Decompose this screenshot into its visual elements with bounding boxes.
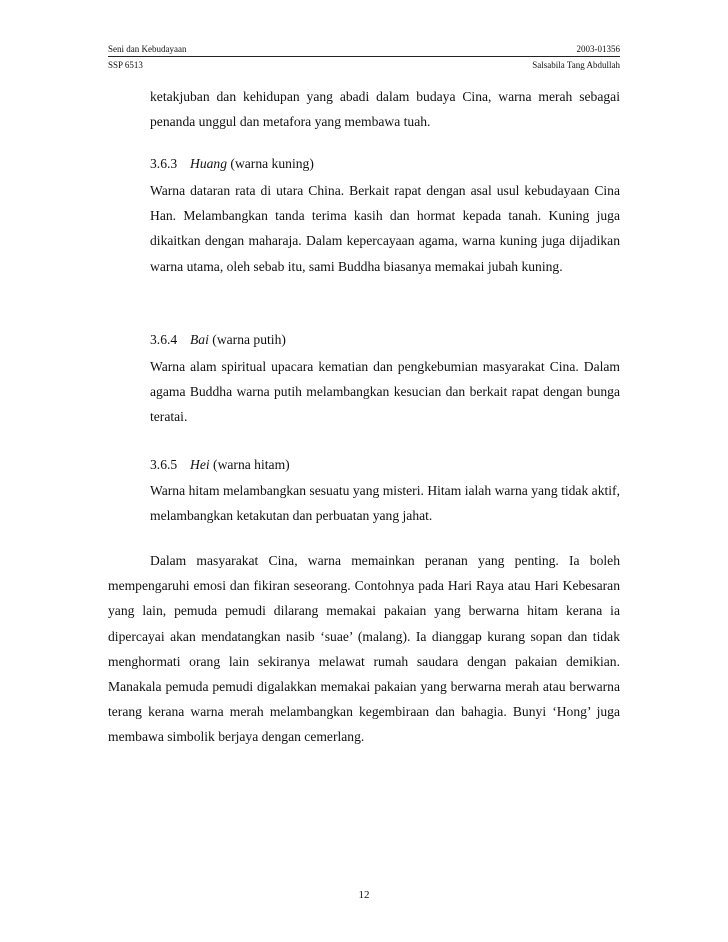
header-divider [108,56,620,57]
running-header-bottom [108,60,620,71]
intro-paragraph: ketakjuban dan kehidupan yang abadi dalam budaya Cina, warna merah sebagai penanda unggul dan metafora yang membawa tuah. [150,89,620,130]
section-paragraph-hei: Warna hitam melambangkan sesuatu yang misteri. Hitam ialah warna yang tidak aktif, melambangkan ketakutan dan perbuatan yang jahat. [150,483,620,524]
section-number: 3.6.5 [150,457,178,472]
section-number: 3.6.4 [150,332,178,347]
header-author-name: Salsabila Tang Abdullah [532,60,620,70]
section-paragraph-huang: Warna dataran rata di utara China. Berkait rapat dengan asal usul kebudayaan Cina Han. Melambangkan tanda terima kasih dan hormat kepada tanah. Kuning juga dikaitkan dengan maharaja. Dalam kepercayaan agama, warna kuning juga dijadikan warna utama, oleh sebab itu, sami Buddha biasanya memakai jubah kuning. [150,183,620,274]
section-paragraph-bai: Warna alam spiritual upacara kematian dan pengkebumian masyarakat Cina. Dalam agama Buddha warna putih melambangkan kesucian dan berkait rapat dengan bunga teratai. [150,359,620,425]
section-gloss: (warna kuning) [230,156,314,171]
closing-paragraph: Dalam masyarakat Cina, warna memainkan peranan yang penting. Ia boleh mempengaruhi emosi dan fikiran seseorang. Contohnya pada Hari Raya atau Hari Kebesaran yang lain, pemuda pemudi dilarang memakai pakaian yang berwarna hitam kerana ia dipercayai akan mendatangkan nasib ‘suae’ (malang). Ia dianggap kurang sopan dan tidak menghormati orang lain sekiranya melawat rumah saudara dengan pakaian demikian. Manakala pemuda pemudi digalakkan memakai pakaian yang berwarna merah atau berwarna terang kerana warna merah melambangkan kegembiraan dan bahagia. Bunyi ‘Hong’ juga membawa simbolik berjaya dengan cemerlang. [108,553,620,745]
section-heading-bai [150,332,286,348]
section-term: Bai [190,332,209,347]
section-heading-hei [150,457,290,473]
section-heading-huang [150,156,314,172]
page-number: 12 [358,889,370,901]
section-gloss: (warna hitam) [213,457,290,472]
header-student-id: 2003-01356 [576,44,620,54]
section-gloss: (warna putih) [212,332,286,347]
running-header-top [108,44,620,55]
section-term: Hei [190,457,210,472]
section-term: Huang [190,156,228,171]
section-number: 3.6.3 [150,156,178,171]
header-course-code: SSP 6513 [108,60,143,70]
header-course-title: Seni dan Kebudayaan [108,44,187,54]
